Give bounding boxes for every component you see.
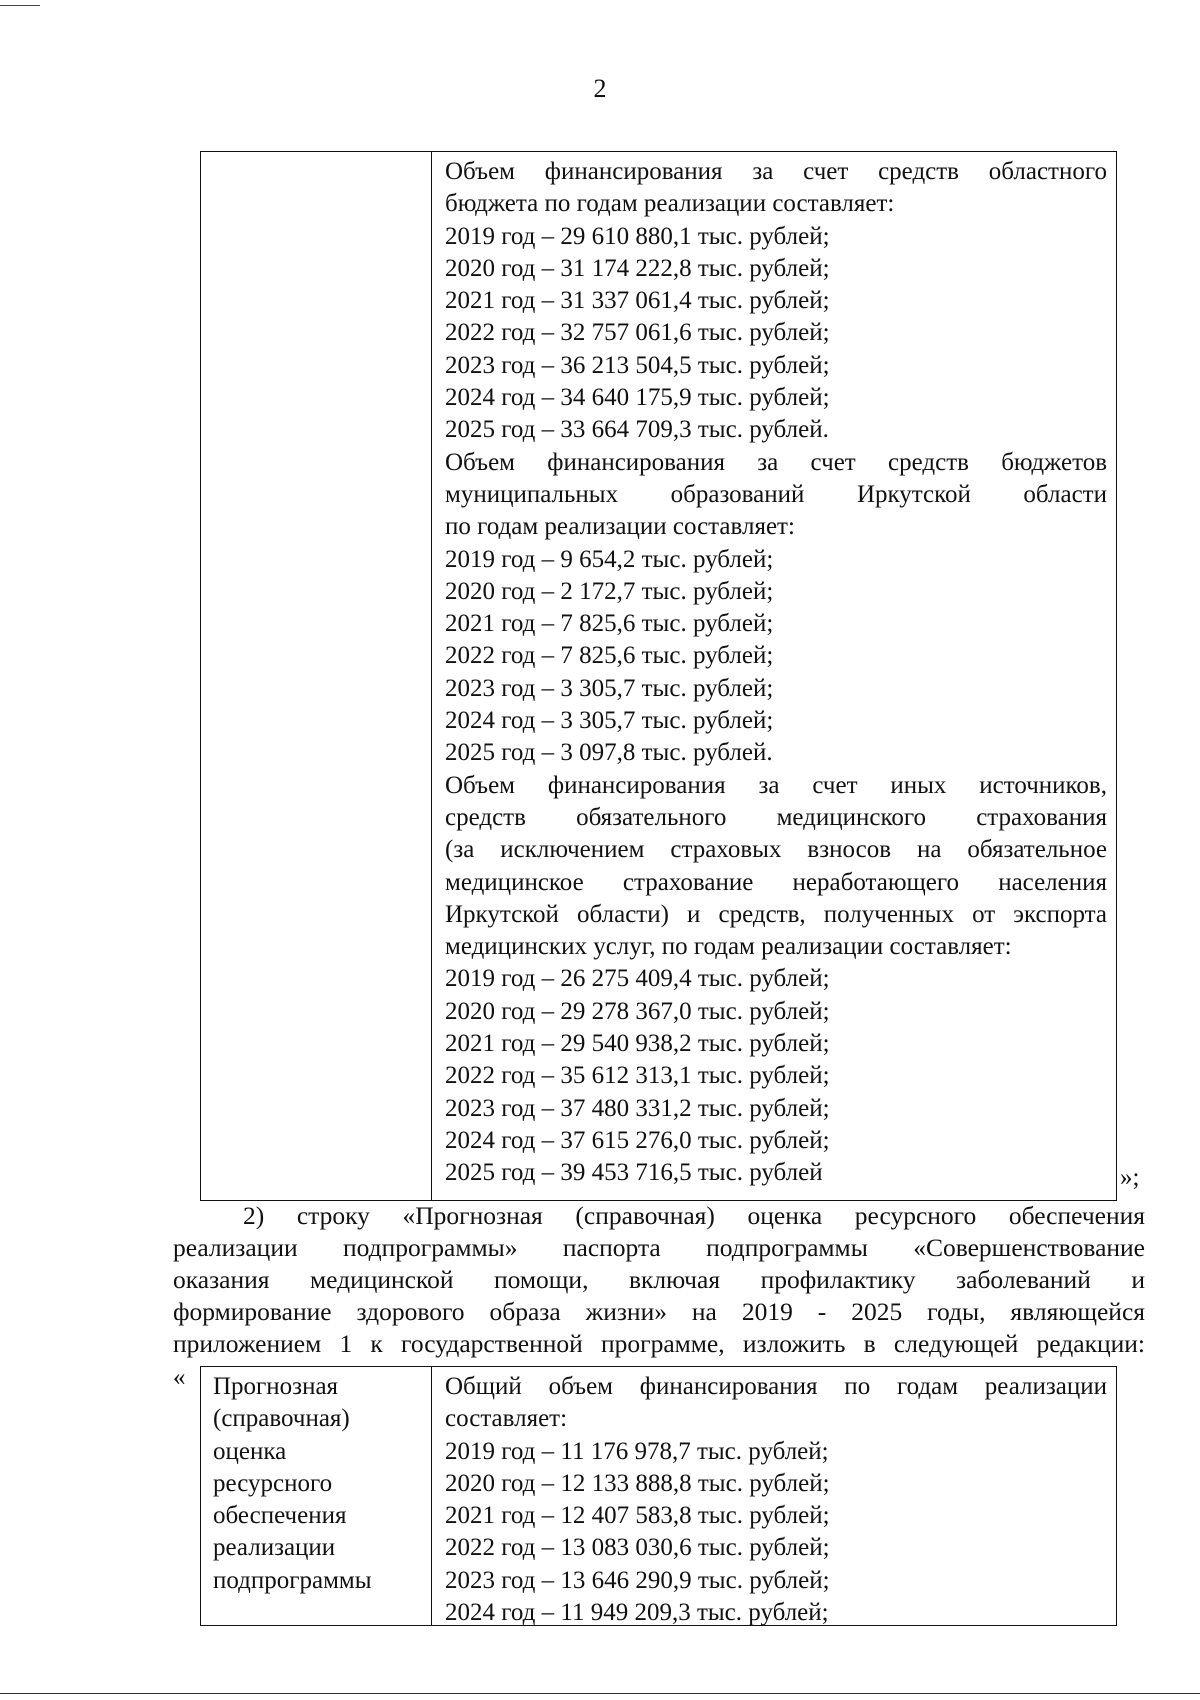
closing-quote: »; xyxy=(1120,1164,1140,1191)
text-line: Объем финансирования за счет средств бюджетов xyxy=(445,448,1107,476)
column-divider xyxy=(431,1367,432,1625)
text-line: 2020 год – 31 174 222,8 тыс. рублей; xyxy=(445,254,830,282)
label-line: ресурсного xyxy=(213,1469,333,1497)
text-line: муниципальных образований Иркутской области xyxy=(445,480,1107,508)
text-line: 2020 год – 29 278 367,0 тыс. рублей; xyxy=(445,997,830,1025)
text-line: Объем финансирования за счет иных источников, xyxy=(445,771,1107,799)
financing-cell xyxy=(445,156,1107,1190)
amendment-paragraph xyxy=(173,1200,1145,1360)
forecast-table xyxy=(200,1366,1117,1626)
text-line: 2024 год – 34 640 175,9 тыс. рублей; xyxy=(445,384,830,412)
text-line: медицинское страхование неработающего населения xyxy=(445,868,1107,896)
label-line: оценка xyxy=(213,1437,287,1465)
text-line: 2023 год – 3 305,7 тыс. рублей; xyxy=(445,674,774,702)
paragraph-line: формирование здорового образа жизни» на 2019 - 2025 годы, являющейся xyxy=(173,1297,1145,1326)
text-line: Объем финансирования за счет средств областного xyxy=(445,158,1107,185)
scan-edge-line xyxy=(0,1693,1200,1694)
text-line: 2021 год – 31 337 061,4 тыс. рублей; xyxy=(445,287,830,315)
opening-quote: « xyxy=(173,1364,186,1391)
text-line: 2023 год – 37 480 331,2 тыс. рублей; xyxy=(445,1094,830,1122)
text-line: 2025 год – 3 097,8 тыс. рублей. xyxy=(445,739,773,767)
forecast-financing-cell xyxy=(445,1371,1107,1629)
text-line: 2022 год – 13 083 030,6 тыс. рублей; xyxy=(445,1534,830,1562)
text-line: медицинских услуг, по годам реализации составляет: xyxy=(445,933,1012,961)
label-line: обеспечения xyxy=(213,1502,347,1530)
column-divider xyxy=(431,152,432,1200)
financing-table-continued xyxy=(200,151,1117,1201)
text-line: 2019 год – 29 610 880,1 тыс. рублей; xyxy=(445,222,830,250)
text-line: 2023 год – 13 646 290,9 тыс. рублей; xyxy=(445,1566,830,1594)
label-line: подпрограммы xyxy=(213,1566,372,1594)
text-line: 2020 год – 12 133 888,8 тыс. рублей; xyxy=(445,1469,830,1497)
paragraph-line: 2) строку «Прогнозная (справочная) оценка ресурсного обеспечения xyxy=(243,1201,1145,1230)
text-line: 2023 год – 36 213 504,5 тыс. рублей; xyxy=(445,351,830,379)
paragraph-line: приложением 1 к государственной программе, изложить в следующей редакции: xyxy=(173,1329,1145,1358)
text-line: 2024 год – 37 615 276,0 тыс. рублей; xyxy=(445,1126,830,1154)
text-line: средств обязательного медицинского страхования xyxy=(445,803,1107,831)
text-line: по годам реализации составляет: xyxy=(445,513,795,541)
page-number: 2 xyxy=(593,74,607,103)
text-line: 2019 год – 26 275 409,4 тыс. рублей; xyxy=(445,965,830,993)
label-line: (справочная) xyxy=(213,1405,350,1433)
text-line: 2021 год – 7 825,6 тыс. рублей; xyxy=(445,610,774,638)
text-line: составляет: xyxy=(445,1405,568,1433)
text-line: 2022 год – 32 757 061,6 тыс. рублей; xyxy=(445,319,830,347)
text-line: 2022 год – 35 612 313,1 тыс. рублей; xyxy=(445,1062,830,1090)
text-line: 2021 год – 12 407 583,8 тыс. рублей; xyxy=(445,1502,830,1530)
text-line: 2025 год – 39 453 716,5 тыс. рублей xyxy=(445,1159,823,1187)
text-line: 2022 год – 7 825,6 тыс. рублей; xyxy=(445,642,774,670)
text-line: (за исключением страховых взносов на обязательное xyxy=(445,836,1107,864)
text-line: 2019 год – 11 176 978,7 тыс. рублей; xyxy=(445,1437,829,1465)
label-line: реализации xyxy=(213,1534,336,1562)
text-line: 2025 год – 33 664 709,3 тыс. рублей. xyxy=(445,416,829,444)
paragraph-line: оказания медицинской помощи, включая профилактику заболеваний и xyxy=(173,1265,1145,1294)
text-line: бюджета по годам реализации составляет: xyxy=(445,190,895,218)
label-line: Прогнозная xyxy=(213,1373,339,1400)
text-line: 2021 год – 29 540 938,2 тыс. рублей; xyxy=(445,1030,830,1058)
text-line: 2019 год – 9 654,2 тыс. рублей; xyxy=(445,545,774,573)
forecast-label-cell xyxy=(213,1371,423,1597)
text-line: 2024 год – 11 949 209,3 тыс. рублей; xyxy=(445,1599,829,1627)
text-line: 2020 год – 2 172,7 тыс. рублей; xyxy=(445,577,774,605)
text-line: 2024 год – 3 305,7 тыс. рублей; xyxy=(445,707,774,735)
text-line: Общий объем финансирования по годам реализации xyxy=(445,1373,1107,1400)
paragraph-line: реализации подпрограммы» паспорта подпрограммы «Совершенствование xyxy=(173,1233,1145,1262)
text-line: Иркутской области) и средств, полученных от экспорта xyxy=(445,900,1107,928)
scan-edge-line xyxy=(0,5,40,6)
